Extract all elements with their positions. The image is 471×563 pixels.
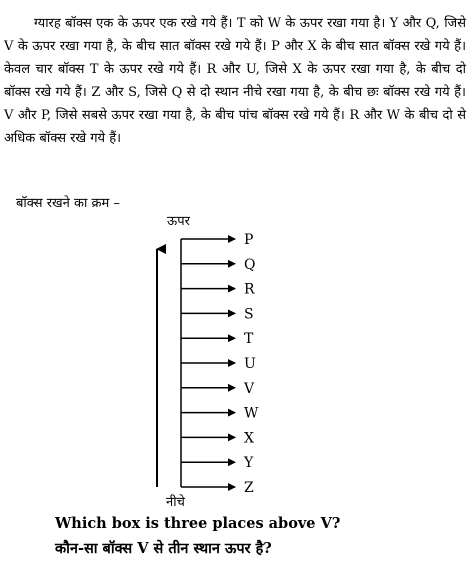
question-hindi: कौन-सा बॉक्स V से तीन स्थान ऊपर है?: [55, 540, 272, 557]
box-label: W: [244, 405, 259, 422]
box-label: R: [244, 281, 255, 298]
bottom-label: नीचे: [166, 495, 185, 510]
box-label: P: [244, 232, 254, 248]
box-rows: [181, 232, 259, 496]
box-label: S: [244, 306, 254, 323]
box-label: X: [244, 430, 254, 447]
box-label: T: [244, 331, 254, 348]
box-label: V: [244, 380, 255, 397]
box-label: Q: [244, 256, 256, 273]
question-english: Which box is three places above V?: [55, 515, 341, 532]
top-label: ऊपर: [167, 214, 190, 229]
box-label: Z: [244, 480, 254, 496]
puzzle-paragraph: ग्यारह बॉक्स एक के ऊपर एक रखे गये हैं। T को W के ऊपर रखा गया है। Y और Q, जिसे V के ऊपर रखा गया है, के बीच सात बॉक्स रखे गये हैं। P और X के बीच सात बॉक्स रखे गये हैं। केवल चार बॉक्स T के ऊपर रखे गये हैं। R और U, जिसे X के ऊपर रखा गया है, के बीच दो बॉक्स रखे गये हैं। Z और S, जिसे Q से दो स्थान नीचे रखा गया है, के बीच छः बॉक्स रखे गये हैं। V और P, जिसे सबसे ऊपर रखा गया है, के बीच पांच बॉक्स रखे गये हैं। R और W के बीच दो से अधिक बॉक्स रखे गये हैं।: [4, 16, 466, 146]
box-label: Y: [244, 455, 254, 472]
arrangement-heading: बॉक्स रखने का क्रम –: [16, 196, 120, 211]
box-label: U: [244, 356, 256, 372]
